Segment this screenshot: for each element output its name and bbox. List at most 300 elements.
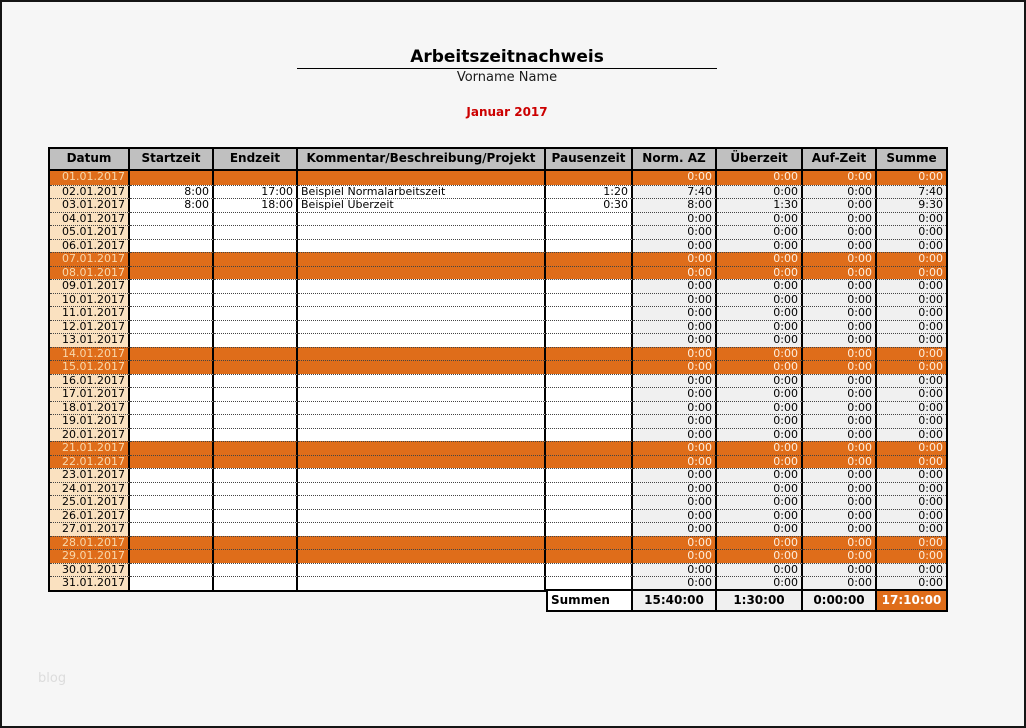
cell-auf-zeit: 0:00 [803, 306, 877, 320]
cell-datum: 26.01.2017 [50, 509, 130, 523]
cell-summe: 0:00 [877, 509, 946, 523]
cell-kommentar [298, 563, 546, 577]
cell-auf-zeit: 0:00 [803, 239, 877, 253]
cell-endzeit [214, 266, 298, 280]
cell-datum: 19.01.2017 [50, 414, 130, 428]
cell-norm-az: 0:00 [633, 495, 717, 509]
cell-endzeit: 18:00 [214, 198, 298, 212]
cell-endzeit [214, 333, 298, 347]
cell-startzeit [130, 279, 214, 293]
cell-endzeit [214, 252, 298, 266]
cell-endzeit [214, 401, 298, 415]
cell-ueberzeit: 0:00 [717, 252, 803, 266]
cell-pausenzeit [546, 293, 633, 307]
cell-pausenzeit [546, 576, 633, 590]
cell-pausenzeit [546, 374, 633, 388]
cell-endzeit [214, 509, 298, 523]
cell-kommentar [298, 279, 546, 293]
cell-datum: 20.01.2017 [50, 428, 130, 442]
cell-ueberzeit: 0:00 [717, 428, 803, 442]
cell-datum: 29.01.2017 [50, 549, 130, 563]
cell-startzeit [130, 306, 214, 320]
cell-endzeit [214, 522, 298, 536]
cell-norm-az: 0:00 [633, 509, 717, 523]
cell-pausenzeit [546, 306, 633, 320]
cell-summe: 0:00 [877, 563, 946, 577]
cell-norm-az: 7:40 [633, 185, 717, 199]
cell-datum: 25.01.2017 [50, 495, 130, 509]
cell-auf-zeit: 0:00 [803, 428, 877, 442]
cell-norm-az: 0:00 [633, 401, 717, 415]
cell-datum: 14.01.2017 [50, 347, 130, 361]
cell-pausenzeit [546, 225, 633, 239]
cell-kommentar [298, 468, 546, 482]
cell-startzeit [130, 374, 214, 388]
cell-summe: 0:00 [877, 522, 946, 536]
cell-endzeit [214, 293, 298, 307]
cell-norm-az: 0:00 [633, 522, 717, 536]
cell-datum: 15.01.2017 [50, 360, 130, 374]
cell-summe: 0:00 [877, 536, 946, 550]
cell-pausenzeit [546, 266, 633, 280]
cell-pausenzeit [546, 441, 633, 455]
cell-pausenzeit [546, 495, 633, 509]
cell-endzeit [214, 279, 298, 293]
cell-auf-zeit: 0:00 [803, 212, 877, 226]
cell-pausenzeit [546, 509, 633, 523]
cell-auf-zeit: 0:00 [803, 401, 877, 415]
cell-auf-zeit: 0:00 [803, 320, 877, 334]
cell-norm-az: 0:00 [633, 428, 717, 442]
cell-startzeit [130, 266, 214, 280]
cell-norm-az: 0:00 [633, 387, 717, 401]
summen-ueberzeit: 1:30:00 [717, 591, 803, 610]
cell-ueberzeit: 0:00 [717, 212, 803, 226]
cell-kommentar [298, 360, 546, 374]
cell-pausenzeit [546, 455, 633, 469]
cell-ueberzeit: 0:00 [717, 563, 803, 577]
cell-auf-zeit: 0:00 [803, 414, 877, 428]
cell-datum: 21.01.2017 [50, 441, 130, 455]
cell-datum: 09.01.2017 [50, 279, 130, 293]
cell-datum: 07.01.2017 [50, 252, 130, 266]
cell-pausenzeit [546, 536, 633, 550]
cell-datum: 03.01.2017 [50, 198, 130, 212]
employee-name: Vorname Name [456, 70, 558, 85]
cell-norm-az: 0:00 [633, 455, 717, 469]
cell-startzeit [130, 495, 214, 509]
cell-pausenzeit [546, 279, 633, 293]
cell-startzeit [130, 522, 214, 536]
cell-summe: 0:00 [877, 468, 946, 482]
cell-summe: 7:40 [877, 185, 946, 199]
cell-norm-az: 8:00 [633, 198, 717, 212]
cell-startzeit [130, 468, 214, 482]
cell-auf-zeit: 0:00 [803, 536, 877, 550]
cell-pausenzeit [546, 563, 633, 577]
cell-kommentar [298, 212, 546, 226]
cell-auf-zeit: 0:00 [803, 576, 877, 590]
cell-norm-az: 0:00 [633, 482, 717, 496]
cell-startzeit [130, 320, 214, 334]
cell-summe: 0:00 [877, 333, 946, 347]
summen-norm-az: 15:40:00 [633, 591, 717, 610]
cell-summe: 0:00 [877, 428, 946, 442]
cell-endzeit [214, 387, 298, 401]
cell-kommentar [298, 549, 546, 563]
cell-kommentar: Beispiel Überzeit [298, 198, 546, 212]
cell-datum: 02.01.2017 [50, 185, 130, 199]
cell-auf-zeit: 0:00 [803, 482, 877, 496]
cell-norm-az: 0:00 [633, 306, 717, 320]
cell-startzeit [130, 576, 214, 590]
page-title: Arbeitszeitnachweis [297, 47, 717, 69]
cell-summe: 0:00 [877, 495, 946, 509]
cell-auf-zeit: 0:00 [803, 563, 877, 577]
cell-ueberzeit: 0:00 [717, 455, 803, 469]
cell-startzeit [130, 387, 214, 401]
cell-norm-az: 0:00 [633, 441, 717, 455]
cell-norm-az: 0:00 [633, 239, 717, 253]
cell-ueberzeit: 0:00 [717, 387, 803, 401]
cell-norm-az: 0:00 [633, 212, 717, 226]
cell-kommentar: Beispiel Normalarbeitszeit [298, 185, 546, 199]
timesheet-grid [48, 147, 948, 592]
cell-endzeit [214, 239, 298, 253]
cell-kommentar [298, 171, 546, 185]
cell-pausenzeit [546, 239, 633, 253]
cell-norm-az: 0:00 [633, 563, 717, 577]
cell-kommentar [298, 509, 546, 523]
cell-summe: 0:00 [877, 576, 946, 590]
cell-endzeit [214, 468, 298, 482]
summen-label: Summen [548, 591, 633, 610]
cell-datum: 11.01.2017 [50, 306, 130, 320]
cell-datum: 23.01.2017 [50, 468, 130, 482]
cell-datum: 18.01.2017 [50, 401, 130, 415]
cell-startzeit: 8:00 [130, 198, 214, 212]
cell-kommentar [298, 495, 546, 509]
header-datum: Datum [50, 149, 130, 171]
cell-datum: 05.01.2017 [50, 225, 130, 239]
cell-pausenzeit [546, 333, 633, 347]
cell-summe: 0:00 [877, 455, 946, 469]
header-summe: Summe [877, 149, 946, 171]
header-ueberzeit: Überzeit [717, 149, 803, 171]
cell-endzeit [214, 320, 298, 334]
cell-auf-zeit: 0:00 [803, 347, 877, 361]
cell-pausenzeit [546, 414, 633, 428]
cell-summe: 0:00 [877, 374, 946, 388]
cell-auf-zeit: 0:00 [803, 333, 877, 347]
cell-norm-az: 0:00 [633, 536, 717, 550]
cell-auf-zeit: 0:00 [803, 360, 877, 374]
cell-auf-zeit: 0:00 [803, 509, 877, 523]
cell-summe: 0:00 [877, 171, 946, 185]
cell-pausenzeit: 1:20 [546, 185, 633, 199]
cell-pausenzeit [546, 171, 633, 185]
cell-ueberzeit: 0:00 [717, 360, 803, 374]
cell-startzeit [130, 428, 214, 442]
cell-ueberzeit: 0:00 [717, 414, 803, 428]
cell-kommentar [298, 306, 546, 320]
cell-ueberzeit: 0:00 [717, 225, 803, 239]
cell-auf-zeit: 0:00 [803, 495, 877, 509]
cell-startzeit [130, 509, 214, 523]
cell-endzeit [214, 441, 298, 455]
cell-summe: 0:00 [877, 414, 946, 428]
cell-pausenzeit [546, 212, 633, 226]
cell-pausenzeit [546, 522, 633, 536]
month-label: Januar 2017 [466, 105, 548, 119]
cell-auf-zeit: 0:00 [803, 441, 877, 455]
cell-kommentar [298, 522, 546, 536]
cell-ueberzeit: 0:00 [717, 495, 803, 509]
cell-norm-az: 0:00 [633, 414, 717, 428]
cell-kommentar [298, 536, 546, 550]
cell-startzeit [130, 347, 214, 361]
cell-endzeit [214, 536, 298, 550]
cell-startzeit [130, 549, 214, 563]
cell-ueberzeit: 0:00 [717, 333, 803, 347]
cell-kommentar [298, 293, 546, 307]
cell-norm-az: 0:00 [633, 347, 717, 361]
cell-norm-az: 0:00 [633, 252, 717, 266]
cell-summe: 0:00 [877, 252, 946, 266]
cell-auf-zeit: 0:00 [803, 266, 877, 280]
cell-datum: 16.01.2017 [50, 374, 130, 388]
cell-auf-zeit: 0:00 [803, 374, 877, 388]
cell-startzeit [130, 455, 214, 469]
cell-datum: 17.01.2017 [50, 387, 130, 401]
cell-ueberzeit: 0:00 [717, 347, 803, 361]
cell-kommentar [298, 374, 546, 388]
cell-startzeit [130, 482, 214, 496]
cell-ueberzeit: 0:00 [717, 279, 803, 293]
cell-pausenzeit [546, 252, 633, 266]
header-startzeit: Startzeit [130, 149, 214, 171]
cell-summe: 0:00 [877, 212, 946, 226]
cell-datum: 12.01.2017 [50, 320, 130, 334]
cell-norm-az: 0:00 [633, 171, 717, 185]
cell-summe: 0:00 [877, 360, 946, 374]
cell-norm-az: 0:00 [633, 293, 717, 307]
cell-pausenzeit [546, 347, 633, 361]
cell-summe: 0:00 [877, 306, 946, 320]
cell-norm-az: 0:00 [633, 468, 717, 482]
cell-auf-zeit: 0:00 [803, 198, 877, 212]
cell-summe: 0:00 [877, 225, 946, 239]
cell-startzeit: 8:00 [130, 185, 214, 199]
cell-ueberzeit: 0:00 [717, 549, 803, 563]
header-norm-az: Norm. AZ [633, 149, 717, 171]
cell-datum: 01.01.2017 [50, 171, 130, 185]
cell-auf-zeit: 0:00 [803, 185, 877, 199]
cell-endzeit [214, 455, 298, 469]
cell-kommentar [298, 347, 546, 361]
cell-kommentar [298, 225, 546, 239]
cell-auf-zeit: 0:00 [803, 225, 877, 239]
cell-datum: 30.01.2017 [50, 563, 130, 577]
cell-summe: 0:00 [877, 320, 946, 334]
cell-ueberzeit: 0:00 [717, 509, 803, 523]
cell-kommentar [298, 414, 546, 428]
cell-norm-az: 0:00 [633, 549, 717, 563]
cell-norm-az: 0:00 [633, 374, 717, 388]
cell-startzeit [130, 293, 214, 307]
title-block [297, 47, 717, 85]
cell-startzeit [130, 212, 214, 226]
cell-pausenzeit: 0:30 [546, 198, 633, 212]
cell-endzeit [214, 360, 298, 374]
summen-row [546, 589, 948, 612]
header-kommentar: Kommentar/Beschreibung/Projekt [298, 149, 546, 171]
cell-datum: 31.01.2017 [50, 576, 130, 590]
cell-summe: 0:00 [877, 401, 946, 415]
cell-pausenzeit [546, 360, 633, 374]
cell-auf-zeit: 0:00 [803, 455, 877, 469]
cell-startzeit [130, 360, 214, 374]
cell-summe: 0:00 [877, 347, 946, 361]
cell-ueberzeit: 0:00 [717, 522, 803, 536]
cell-endzeit [214, 428, 298, 442]
summen-summe-total: 17:10:00 [877, 591, 946, 610]
cell-datum: 28.01.2017 [50, 536, 130, 550]
cell-kommentar [298, 239, 546, 253]
cell-ueberzeit: 0:00 [717, 293, 803, 307]
cell-auf-zeit: 0:00 [803, 549, 877, 563]
cell-norm-az: 0:00 [633, 576, 717, 590]
cell-ueberzeit: 0:00 [717, 482, 803, 496]
cell-pausenzeit [546, 401, 633, 415]
cell-endzeit [214, 563, 298, 577]
cell-norm-az: 0:00 [633, 279, 717, 293]
cell-ueberzeit: 0:00 [717, 185, 803, 199]
cell-pausenzeit [546, 387, 633, 401]
cell-norm-az: 0:00 [633, 320, 717, 334]
cell-summe: 0:00 [877, 293, 946, 307]
cell-endzeit [214, 576, 298, 590]
cell-pausenzeit [546, 482, 633, 496]
cell-kommentar [298, 333, 546, 347]
cell-ueberzeit: 0:00 [717, 320, 803, 334]
cell-auf-zeit: 0:00 [803, 468, 877, 482]
cell-datum: 06.01.2017 [50, 239, 130, 253]
cell-startzeit [130, 225, 214, 239]
cell-summe: 9:30 [877, 198, 946, 212]
cell-auf-zeit: 0:00 [803, 522, 877, 536]
cell-kommentar [298, 387, 546, 401]
summen-auf-zeit: 0:00:00 [803, 591, 877, 610]
watermark: blog [38, 671, 67, 686]
cell-datum: 10.01.2017 [50, 293, 130, 307]
cell-ueberzeit: 0:00 [717, 306, 803, 320]
cell-kommentar [298, 252, 546, 266]
cell-datum: 04.01.2017 [50, 212, 130, 226]
cell-datum: 22.01.2017 [50, 455, 130, 469]
cell-endzeit [214, 414, 298, 428]
cell-endzeit [214, 212, 298, 226]
cell-ueberzeit: 0:00 [717, 441, 803, 455]
cell-endzeit [214, 482, 298, 496]
cell-summe: 0:00 [877, 549, 946, 563]
cell-summe: 0:00 [877, 239, 946, 253]
cell-ueberzeit: 0:00 [717, 536, 803, 550]
cell-kommentar [298, 455, 546, 469]
cell-startzeit [130, 239, 214, 253]
cell-kommentar [298, 441, 546, 455]
cell-norm-az: 0:00 [633, 225, 717, 239]
cell-summe: 0:00 [877, 279, 946, 293]
cell-ueberzeit: 0:00 [717, 374, 803, 388]
cell-startzeit [130, 252, 214, 266]
cell-auf-zeit: 0:00 [803, 387, 877, 401]
cell-auf-zeit: 0:00 [803, 279, 877, 293]
cell-summe: 0:00 [877, 387, 946, 401]
cell-endzeit: 17:00 [214, 185, 298, 199]
cell-kommentar [298, 482, 546, 496]
cell-kommentar [298, 401, 546, 415]
cell-endzeit [214, 549, 298, 563]
cell-kommentar [298, 266, 546, 280]
cell-endzeit [214, 374, 298, 388]
cell-endzeit [214, 347, 298, 361]
cell-kommentar [298, 428, 546, 442]
cell-ueberzeit: 0:00 [717, 171, 803, 185]
cell-auf-zeit: 0:00 [803, 293, 877, 307]
cell-datum: 27.01.2017 [50, 522, 130, 536]
cell-endzeit [214, 306, 298, 320]
cell-startzeit [130, 414, 214, 428]
header-endzeit: Endzeit [214, 149, 298, 171]
cell-startzeit [130, 171, 214, 185]
cell-ueberzeit: 1:30 [717, 198, 803, 212]
cell-startzeit [130, 563, 214, 577]
cell-norm-az: 0:00 [633, 266, 717, 280]
cell-ueberzeit: 0:00 [717, 239, 803, 253]
cell-norm-az: 0:00 [633, 360, 717, 374]
cell-kommentar [298, 576, 546, 590]
cell-pausenzeit [546, 549, 633, 563]
cell-auf-zeit: 0:00 [803, 171, 877, 185]
cell-ueberzeit: 0:00 [717, 576, 803, 590]
cell-summe: 0:00 [877, 482, 946, 496]
cell-auf-zeit: 0:00 [803, 252, 877, 266]
cell-norm-az: 0:00 [633, 333, 717, 347]
cell-startzeit [130, 536, 214, 550]
cell-summe: 0:00 [877, 266, 946, 280]
cell-datum: 08.01.2017 [50, 266, 130, 280]
cell-summe: 0:00 [877, 441, 946, 455]
cell-endzeit [214, 495, 298, 509]
header-pausenzeit: Pausenzeit [546, 149, 633, 171]
cell-kommentar [298, 320, 546, 334]
cell-ueberzeit: 0:00 [717, 401, 803, 415]
cell-ueberzeit: 0:00 [717, 266, 803, 280]
cell-datum: 13.01.2017 [50, 333, 130, 347]
cell-endzeit [214, 171, 298, 185]
cell-startzeit [130, 333, 214, 347]
header-auf-zeit: Auf-Zeit [803, 149, 877, 171]
cell-ueberzeit: 0:00 [717, 468, 803, 482]
cell-endzeit [214, 225, 298, 239]
cell-pausenzeit [546, 320, 633, 334]
cell-startzeit [130, 441, 214, 455]
cell-pausenzeit [546, 428, 633, 442]
cell-datum: 24.01.2017 [50, 482, 130, 496]
cell-pausenzeit [546, 468, 633, 482]
cell-startzeit [130, 401, 214, 415]
